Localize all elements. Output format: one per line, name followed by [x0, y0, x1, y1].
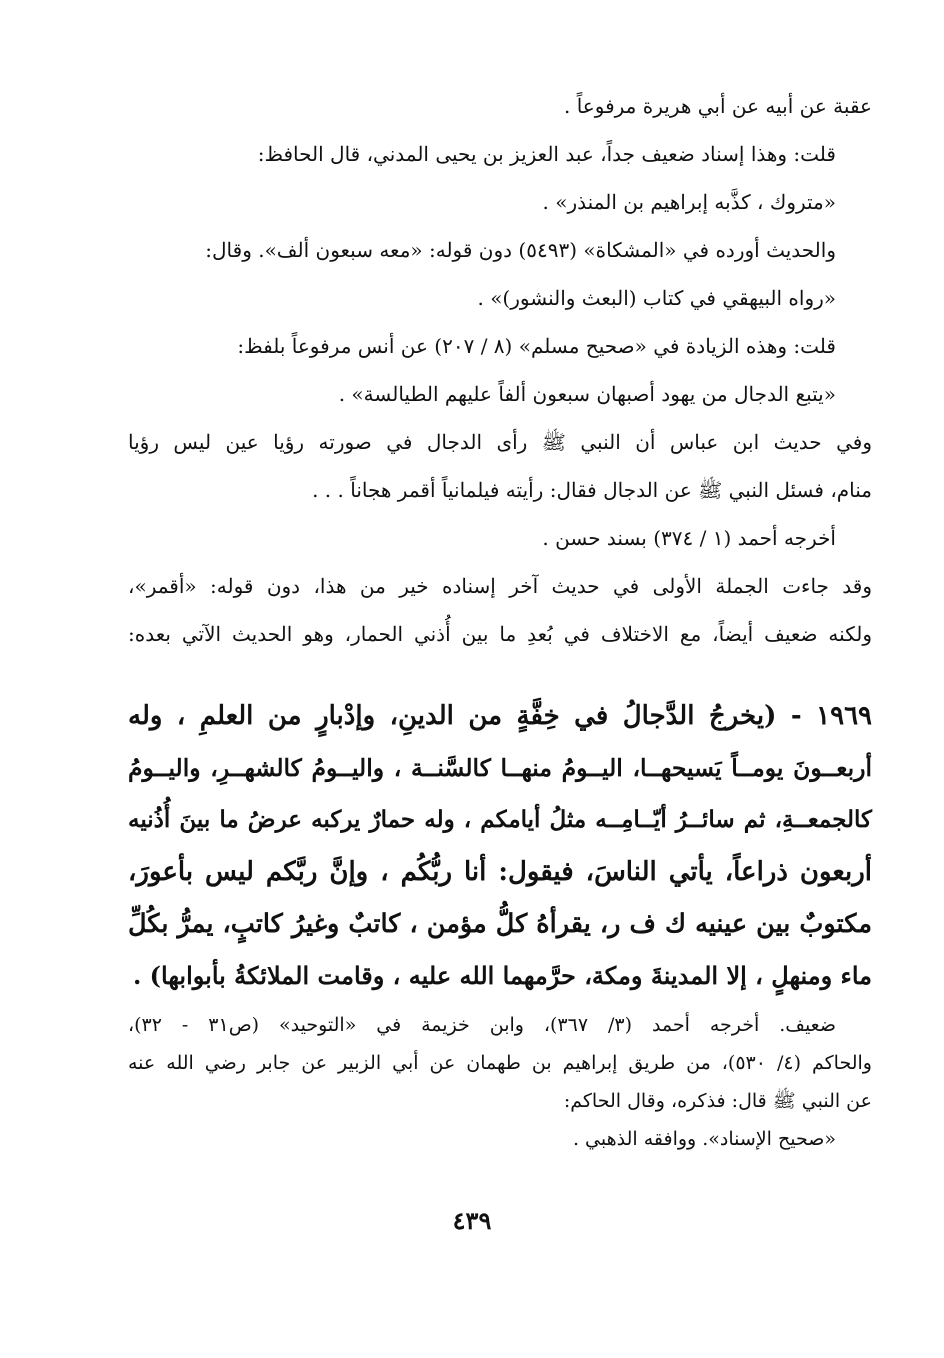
hadith-line: مكتوبٌ بين عينيه ك ف ر، يقرأهُ كلُّ مؤمن ، كاتبٌ وغيرُ كاتبٍ، يمرُّ بكُلِّ — [128, 909, 872, 939]
takhrij-line: «صحيح الإسناد». ووافقه الذهبي . — [572, 1128, 836, 1150]
takhrij-text — [128, 1006, 872, 1158]
commentary-text — [128, 82, 872, 658]
hadith-line: ماء ومنهلٍ ، إلا المدينةَ ومكة، حرَّمهما الله عليه ، وقامت الملائكةُ بأبوابها) . — [132, 961, 872, 990]
commentary-line: وقد جاءت الجملة الأولى في حديث آخر إسناده خير من هذا، دون قوله: «أقمر»، — [128, 574, 872, 598]
hadith-line: أربعــونَ يومــاً يَسيحهــا، اليــومُ منهــا كالسَّنــة ، واليــومُ كالشهــرِ، واليــومُ — [128, 754, 872, 782]
commentary-line: وفي حديث ابن عباس أن النبي ﷺ رأى الدجال في صورته رؤيا عين ليس رؤيا — [128, 430, 872, 454]
commentary-line: «رواه البيهقي في كتاب (البعث والنشور)» . — [477, 286, 836, 310]
commentary-line: منام، فسئل النبي ﷺ عن الدجال فقال: رأيته فيلمانياً أقمر هجاناً . . . — [312, 478, 872, 502]
commentary-line: قلت: وهذا إسناد ضعيف جداً، عبد العزيز بن يحيى المدني، قال الحافظ: — [257, 142, 836, 166]
commentary-line: قلت: وهذه الزيادة في «صحيح مسلم» (٨ / ٢٠٧) عن أنس مرفوعاً بلفظ: — [237, 334, 836, 358]
commentary-line: «متروك ، كذَّبه إبراهيم بن المنذر» . — [542, 190, 836, 214]
takhrij-line: ضعيف. أخرجه أحمد (٣/ ٣٦٧)، وابن خزيمة في «التوحيد» (ص٣١ - ٣٢)، — [128, 1014, 836, 1036]
takhrij-line: والحاكم (٤/ ٥٣٠)، من طريق إبراهيم بن طهمان عن أبي الزبير عن جابر رضي الله عنه — [128, 1052, 872, 1074]
takhrij-line: عن النبي ﷺ قال: فذكره، وقال الحاكم: — [563, 1090, 872, 1112]
page-number: ٤٣٩ — [452, 1206, 492, 1235]
hadith-line: ١٩٦٩ - (يخرجُ الدَّجالُ في خِفَّةٍ من الدينِ، وإدْبارٍ من العلمِ ، وله — [128, 701, 872, 731]
hadith-line: كالجمعــةِ، ثم سائــرُ أيّــامِــه مثلُ أيامكم ، وله حمارٌ يركبه عرضُ ما بينَ أُذُنيه — [128, 806, 872, 833]
hadith-text — [128, 690, 872, 1002]
commentary-line: «يتبع الدجال من يهود أصبهان سبعون ألفاً عليهم الطيالسة» . — [338, 382, 836, 406]
commentary-line: ولكنه ضعيف أيضاً، مع الاختلاف في بُعدِ ما بين أُذني الحمار، وهو الحديث الآتي بعده: — [128, 622, 872, 646]
commentary-line: أخرجه أحمد (١ / ٣٧٤) بسند حسن . — [542, 526, 836, 550]
commentary-line: عقبة عن أبيه عن أبي هريرة مرفوعاً . — [564, 94, 872, 118]
commentary-line: والحديث أورده في «المشكاة» (٥٤٩٣) دون قوله: «معه سبعون ألف». وقال: — [205, 238, 836, 262]
hadith-line: أربعون ذراعاً، يأتي الناسَ، فيقول: أنا ربُّكُم ، وإنَّ ربَّكم ليس بأعورَ، — [128, 857, 872, 887]
